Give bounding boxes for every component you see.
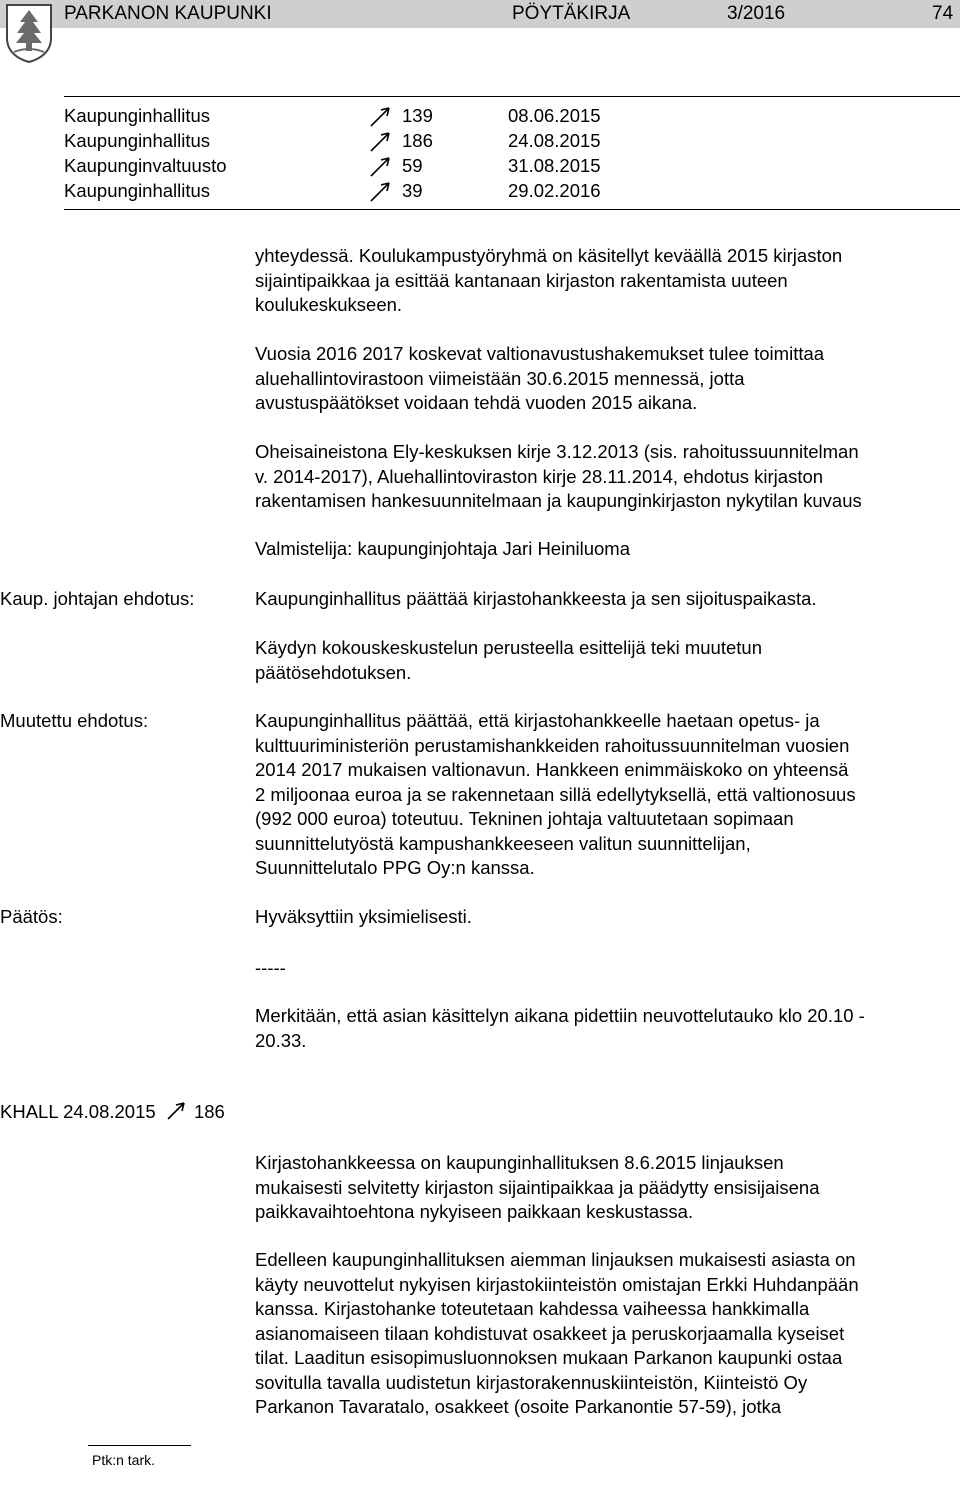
text-line: Kirjastohankkeessa on kaupunginhallituksen 8.6.2015 linjauksen [255,1152,784,1173]
coat-of-arms-icon [4,2,54,64]
minutes-check-label: Ptk:n tark. [92,1452,156,1468]
text-line: 2014 2017 mukaisen valtionavun. Hankkeen enimmäiskoko on yhteensä [255,759,849,780]
paragraph-location-review [255,1151,955,1225]
text-line: ----- [255,957,286,978]
text-line: tilat. Laaditun esisopimusluonnoksen mukaan Parkanon kaupunki ostaa [255,1347,843,1368]
meeting-date: 24.08.2015 [508,130,601,151]
text-line: yhteydessä. Koulukampustyöryhmä on käsitellyt keväällä 2015 kirjaston [255,245,843,266]
text-line: Käydyn kokouskeskustelun perusteella esittelijä teki muutetun [255,637,762,658]
text-line: avustuspäätökset voidaan tehdä vuoden 2015 aikana. [255,392,698,413]
paragraph-proposal [255,587,955,612]
text-line: (992 000 euroa) toteutuu. Tekninen johtaja valtuutetaan sopimaan [255,808,794,829]
text-line: Kaupunginhallitus päättää, että kirjastohankkeelle haetaan opetus- ja [255,710,820,731]
meeting-date: 29.02.2016 [508,180,601,201]
text-line: käyty neuvottelut nykyisen kirjastokiinteistön omistajan Erkki Huhdanpään [255,1273,859,1295]
text-line: mukaisesti selvitetty kirjaston sijaintipaikkaa ja päädytty ensisijaisena [255,1176,820,1198]
text-line: kulttuuriministeriön perustamishankkeiden rahoitussuunnitelman vuosien [255,734,850,756]
text-line: Suunnittelutalo PPG Oy:n kanssa. [255,857,535,878]
section-reference [0,1100,225,1125]
arrow-icon [368,131,392,153]
label-amended-proposal: Muutettu ehdotus: [0,710,149,731]
text-line: Kaupunginhallitus päättää kirjastohankkeesta ja sen sijoituspaikasta. [255,588,817,609]
paragraph-application-deadline [255,342,955,416]
text-line: Edelleen kaupunginhallituksen aiemman linjauksen mukaisesti asiasta on [255,1249,856,1270]
meeting-number: 186 [402,130,433,151]
text-line: Valmistelija: kaupunginjohtaja Jari Heiniluoma [255,538,630,559]
section-reference-date: KHALL 24.08.2015 [0,1101,156,1122]
text-line: sovitulla tavalla uudistetun kirjastorakennuskiinteistön, Kiinteistö Oy [255,1371,808,1393]
text-line: rakentamisen hankesuunnitelmaan ja kaupunginkirjaston nykytilan kuvaus [255,490,862,511]
paragraph-recess-note [255,1004,955,1053]
text-line: Vuosia 2016 2017 koskevat valtionavustushakemukset tulee toimittaa [255,343,825,364]
divider [64,209,960,210]
meeting-body: Kaupunginhallitus [64,105,211,126]
text-line: paikkavaihtoehtona nykyiseen paikkaan keskustassa. [255,1201,694,1222]
paragraph-negotiations [255,1248,955,1420]
meeting-body: Kaupunginvaltuusto [64,155,227,176]
document-type: PÖYTÄKIRJA [512,3,631,24]
text-line: kanssa. Kirjastohanke toteutetaan kahdessa vaiheessa hankkimalla [255,1298,810,1319]
meeting-row [64,129,764,154]
meeting-row [64,154,764,179]
paragraph-preparer [255,537,955,562]
meeting-body: Kaupunginhallitus [64,130,211,151]
section-reference-number: 186 [193,1101,225,1122]
label-mayor-proposal: Kaup. johtajan ehdotus: [0,588,195,609]
text-line: Merkitään, että asian käsittelyn aikana pidettiin neuvottelutauko klo 20.10 - [255,1005,865,1026]
label-decision: Päätös: [0,906,63,927]
meeting-number: 39 [402,180,423,201]
text-line: Oheisaineistona Ely-keskuksen kirje 3.12.2013 (sis. rahoitussuunnitelman [255,441,859,462]
meeting-row [64,179,764,204]
text-line: 2 miljoonaa euroa ja se rakennetaan sillä edellytyksellä, että valtionosuus [255,783,856,805]
text-line: asianomaiseen tilaan kohdistuvat osakkeet ja peruskorjaamalla kyseiset [255,1322,845,1344]
page-number: 74 [932,3,954,24]
meeting-row [64,104,764,129]
text-line: v. 2014-2017), Aluehallintoviraston kirje 28.11.2014, ehdotus kirjaston [255,465,824,487]
meeting-body: Kaupunginhallitus [64,180,211,201]
arrow-icon [368,106,392,128]
text-line: päätösehdotuksen. [255,661,412,683]
meeting-date: 08.06.2015 [508,105,601,126]
arrow-icon [368,181,392,203]
text-line: aluehallintovirastoon viimeistään 30.6.2015 mennessä, jotta [255,367,745,389]
signature-line [88,1445,191,1446]
paragraph-decision [255,905,955,930]
text-line: koulukeskukseen. [255,294,403,315]
municipality-name: PARKANON KAUPUNKI [64,3,272,24]
text-line: suunnittelutyöstä kampushankkeeseen valitun suunnittelijan, [255,832,751,854]
divider [64,96,960,97]
separator-dashes [255,956,955,981]
text-line: Hyväksyttiin yksimielisesti. [255,906,472,927]
meeting-number: 59 [402,155,423,176]
paragraph-attachments [255,440,955,514]
meeting-number: 139 [402,105,433,126]
paragraph-discussion [255,636,955,685]
text-line: sijaintipaikkaa ja esittää kantanaan kirjaston rakentamista uuteen [255,269,788,291]
text-line: Parkanon Tavaratalo, osakkeet (osoite Parkanontie 57-59), jotka [255,1396,782,1417]
arrow-icon [368,156,392,178]
paragraph-background [255,244,955,318]
meeting-date: 31.08.2015 [508,155,601,176]
arrow-icon [165,1101,187,1121]
text-line: 20.33. [255,1029,307,1051]
paragraph-amended-proposal [255,709,955,881]
issue-number: 3/2016 [727,3,786,24]
